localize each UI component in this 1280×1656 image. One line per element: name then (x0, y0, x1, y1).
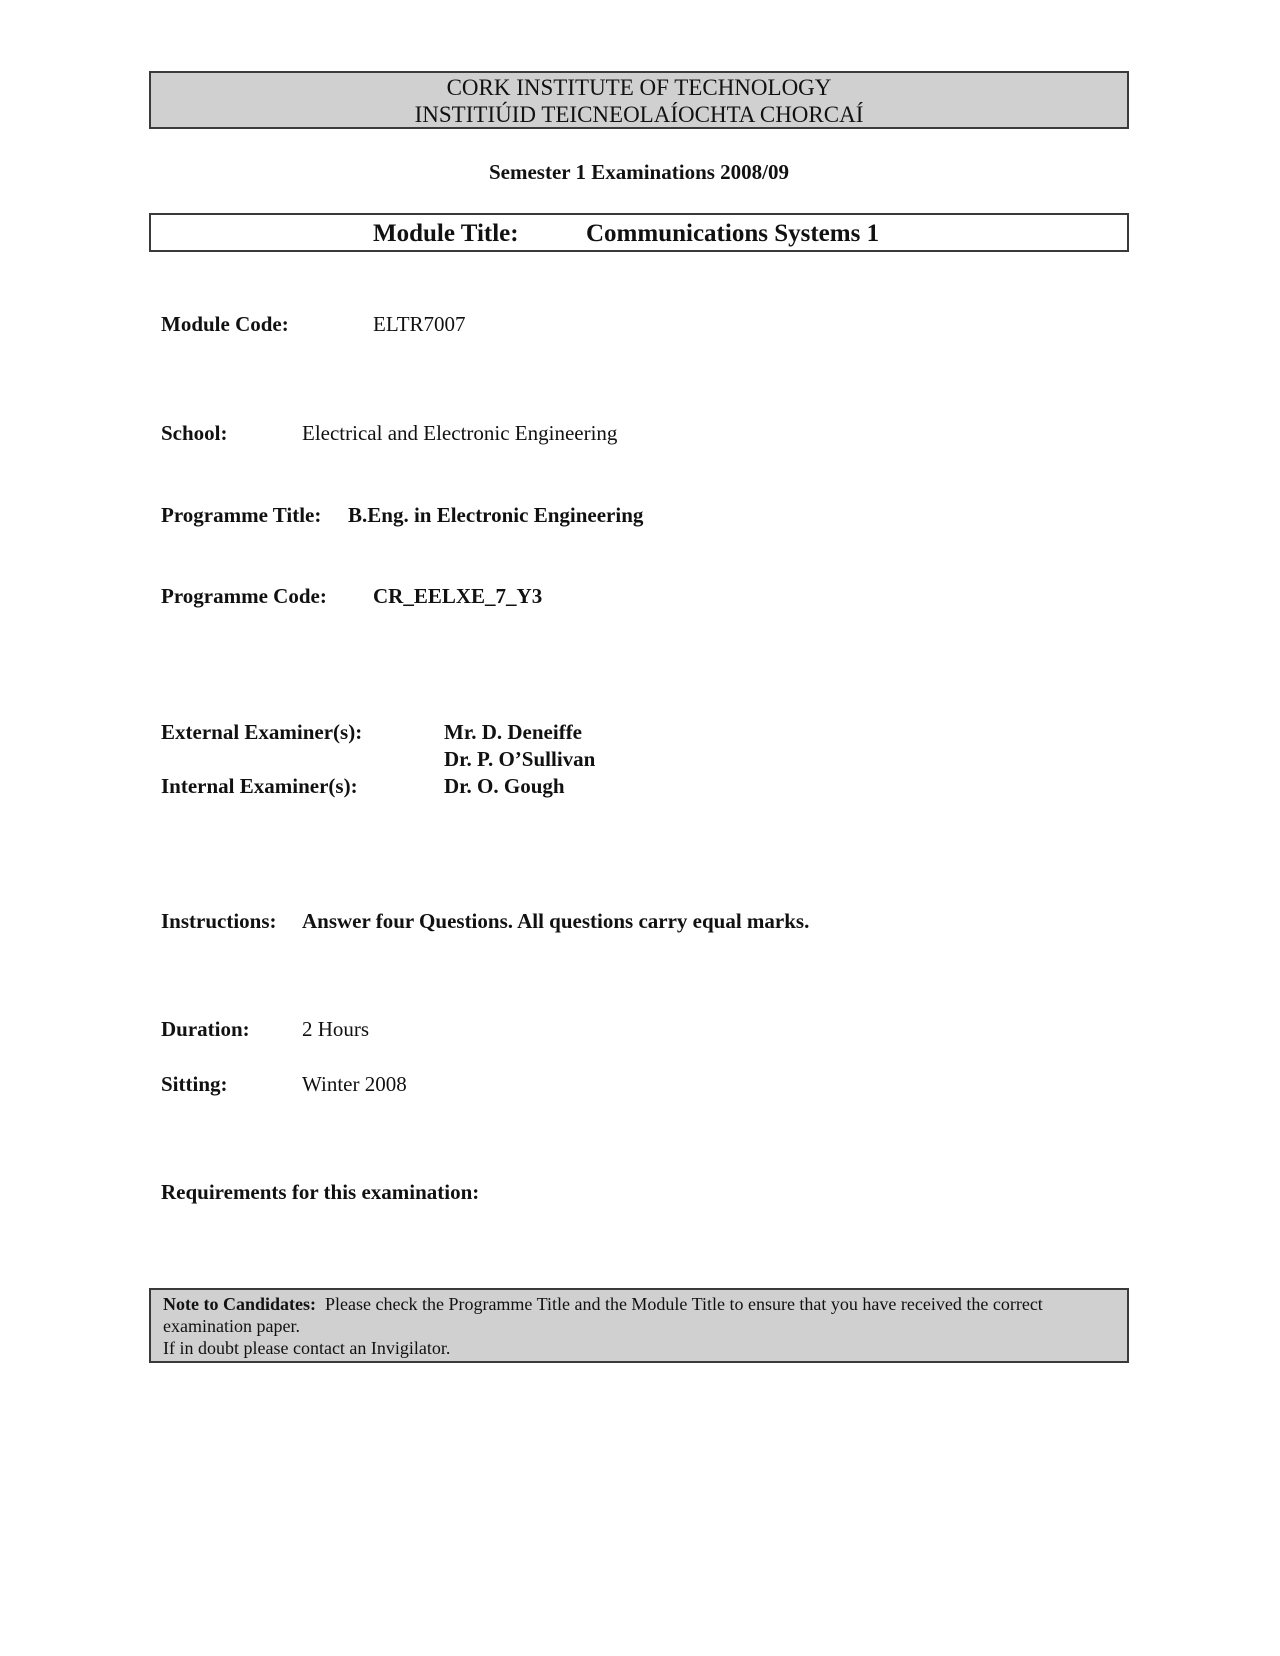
school-label: School: (161, 421, 228, 445)
examiner-name: Dr. P. O’Sullivan (444, 747, 596, 771)
external-examiners-label: External Examiner(s): (161, 720, 363, 744)
semester-heading: Semester 1 Examinations 2008/09 (488, 160, 790, 184)
note-text: Please check the Programme Title and the Module Title to ensure that you have received the correct examination paper. (163, 1294, 1043, 1336)
module-code-label: Module Code: (161, 312, 289, 336)
sitting-label: Sitting: (161, 1072, 228, 1096)
programme-title-value: B.Eng. in Electronic Engineering (348, 503, 644, 527)
note-to-candidates-box (149, 1288, 1129, 1363)
institute-header-box (149, 71, 1129, 129)
programme-code-value: CR_EELXE_7_Y3 (373, 584, 543, 608)
module-title-box (149, 213, 1129, 252)
programme-code-label: Programme Code: (161, 584, 327, 608)
internal-examiners-label: Internal Examiner(s): (161, 774, 358, 798)
note-label: Note to Candidates: (163, 1294, 316, 1314)
duration-value: 2 Hours (302, 1017, 370, 1041)
instructions-label: Instructions: (161, 909, 277, 933)
module-code-value: ELTR7007 (373, 312, 466, 336)
module-title-value: Communications Systems 1 (586, 220, 880, 247)
school-value: Electrical and Electronic Engineering (302, 421, 618, 445)
institute-name-irish: INSTITIÚID TEICNEOLAÍOCHTA CHORCAÍ (414, 102, 864, 127)
programme-title-label: Programme Title: (161, 503, 322, 527)
examiner-name: Dr. O. Gough (444, 774, 565, 798)
module-title-label: Module Title: (373, 220, 519, 247)
institute-name-english: CORK INSTITUTE OF TECHNOLOGY (446, 75, 832, 100)
requirements-label: Requirements for this examination: (161, 1180, 480, 1204)
examiner-name: Mr. D. Deneiffe (444, 720, 583, 744)
note-line-2: If in doubt please contact an Invigilator. (163, 1338, 451, 1358)
duration-label: Duration: (161, 1017, 250, 1041)
sitting-value: Winter 2008 (302, 1072, 407, 1096)
note-paragraph (163, 1293, 1117, 1337)
instructions-value: Answer four Questions. All questions carry equal marks. (302, 909, 810, 933)
